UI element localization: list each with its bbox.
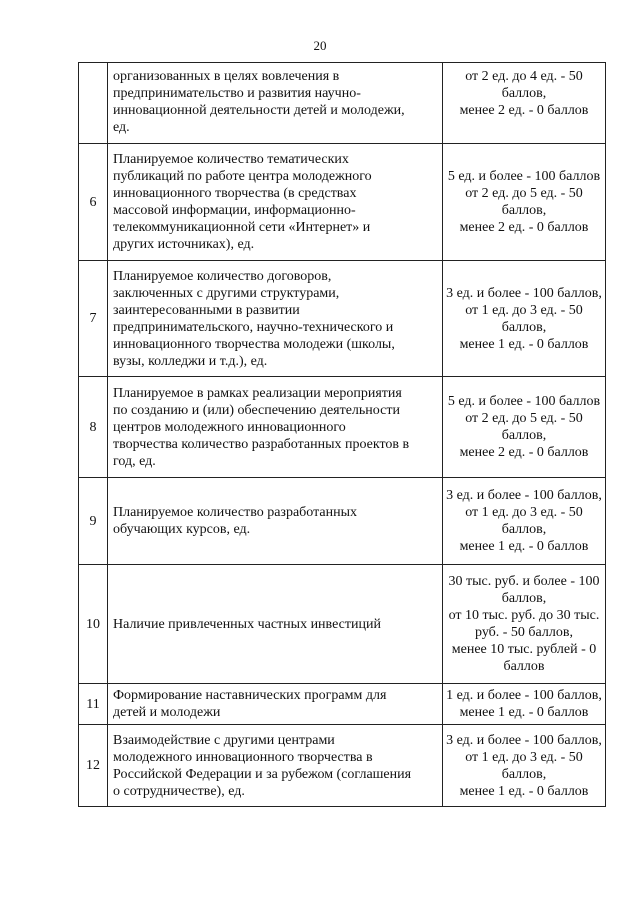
indicator-description [113, 385, 438, 470]
description-line: других источниках), ед. [113, 237, 255, 252]
score-line: баллов, [501, 203, 547, 218]
indicator-description-cell [108, 144, 443, 261]
table-row [79, 684, 606, 725]
indicator-description-cell [108, 725, 443, 807]
score-cell [443, 565, 606, 684]
description-line: предпринимательство и развития научно- [113, 86, 361, 101]
score-line: баллов, [501, 86, 547, 101]
indicator-description [113, 504, 438, 538]
description-line: Планируемое в рамках реализации мероприятия [113, 385, 402, 401]
row-number: 7 [89, 311, 97, 326]
description-line: Планируемое количество тематических [113, 152, 349, 167]
score-criteria [445, 732, 603, 800]
score-cell [443, 725, 606, 807]
indicator-description [113, 732, 438, 800]
score-line: баллов, [501, 428, 547, 443]
score-cell [443, 377, 606, 478]
indicator-description [113, 268, 438, 370]
score-line: 3 ед. и более - 100 баллов, [446, 732, 602, 748]
score-criteria [445, 168, 603, 236]
row-number: 6 [89, 194, 97, 210]
score-line: менее 2 ед. - 0 баллов [459, 445, 589, 460]
row-number-cell [79, 565, 108, 684]
indicator-description [113, 687, 438, 721]
score-line: 5 ед. и более - 100 баллов [447, 394, 601, 409]
score-line: 3 ед. и более - 100 баллов, [446, 285, 602, 301]
row-number: 8 [89, 419, 97, 435]
description-line: год, ед. [113, 453, 156, 469]
description-line: о сотрудничестве), ед. [113, 783, 245, 799]
score-line: менее 1 ед. - 0 баллов [459, 539, 589, 554]
score-line: баллов, [501, 522, 547, 537]
score-criteria [445, 487, 603, 555]
description-line: центров молодежного инновационного [113, 419, 346, 435]
indicator-description [113, 63, 438, 136]
description-line: обучающих курсов, ед. [113, 522, 251, 537]
indicator-description [113, 151, 438, 253]
score-cell [443, 144, 606, 261]
criteria-table [78, 62, 606, 807]
score-line: менее 1 ед. - 0 баллов [459, 705, 589, 720]
score-criteria [445, 285, 603, 353]
description-line: молодежного инновационного творчества в [113, 749, 373, 765]
indicator-description [113, 616, 438, 633]
score-line: менее 1 ед. - 0 баллов [459, 783, 589, 799]
indicator-description-cell [108, 478, 443, 565]
description-line: по созданию и (или) обеспечению деятельности [113, 402, 400, 418]
description-line: публикаций по работе центра молодежного [113, 169, 372, 184]
description-line: телекоммуникационной сети «Интернет» и [113, 220, 371, 235]
criteria-table-body [79, 63, 606, 807]
table-row [79, 63, 606, 144]
score-line: от 1 ед. до 3 ед. - 50 [465, 302, 583, 318]
indicator-description-cell [108, 261, 443, 377]
row-number-cell [79, 684, 108, 725]
indicator-description-cell [108, 63, 443, 144]
page-number: 20 [313, 38, 327, 53]
score-line: 30 тыс. руб. и более - 100 [448, 574, 600, 589]
score-line: от 10 тыс. руб. до 30 тыс. [448, 608, 600, 623]
description-line: ед. [113, 120, 130, 135]
description-line: Формирование наставнических программ для [113, 688, 387, 703]
score-line: от 2 ед. до 5 ед. - 50 [465, 411, 583, 426]
description-line: Планируемое количество договоров, [113, 268, 332, 284]
table-row [79, 261, 606, 377]
description-line: Планируемое количество разработанных [113, 505, 358, 520]
description-line: инновационного творчества (в средствах [113, 186, 357, 201]
score-line: баллов, [501, 319, 547, 335]
row-number-cell [79, 725, 108, 807]
score-line: менее 2 ед. - 0 баллов [459, 220, 589, 235]
score-line: 3 ед. и более - 100 баллов, [446, 488, 602, 503]
row-number-cell [79, 261, 108, 377]
indicator-description-cell [108, 565, 443, 684]
indicator-description-cell [108, 377, 443, 478]
score-line: 5 ед. и более - 100 баллов [447, 169, 601, 184]
score-criteria [445, 393, 603, 461]
score-line: от 1 ед. до 3 ед. - 50 [465, 749, 583, 765]
score-line: менее 10 тыс. рублей - 0 [451, 642, 597, 657]
score-cell [443, 478, 606, 565]
row-number-cell [79, 377, 108, 478]
score-cell [443, 63, 606, 144]
description-line: Российской Федерации и за рубежом (соглашения [113, 766, 412, 782]
description-line: Взаимодействие с другими центрами [113, 732, 335, 748]
score-line: руб. - 50 баллов, [475, 625, 573, 640]
table-row [79, 565, 606, 684]
row-number: 10 [86, 616, 100, 632]
description-line: вузы, колледжи и т.д.), ед. [113, 353, 268, 369]
score-line: менее 2 ед. - 0 баллов [459, 103, 589, 118]
score-line: баллов [503, 659, 545, 674]
description-line: заключенных с другими структурами, [113, 285, 340, 301]
description-line: массовой информации, информационно- [113, 203, 356, 218]
table-row [79, 144, 606, 261]
row-number: 9 [89, 513, 97, 529]
row-number: 12 [86, 758, 100, 773]
score-line: 1 ед. и более - 100 баллов, [446, 688, 602, 703]
score-criteria [445, 573, 603, 675]
description-line: Наличие привлеченных частных инвестиций [113, 616, 381, 632]
score-cell [443, 261, 606, 377]
score-line: от 2 ед. до 5 ед. - 50 [465, 186, 583, 201]
description-line: детей и молодежи [113, 705, 221, 720]
score-line: баллов, [501, 766, 547, 782]
row-number-cell [79, 478, 108, 565]
table-row [79, 377, 606, 478]
score-line: баллов, [501, 591, 547, 606]
score-criteria [445, 687, 603, 721]
row-number-cell [79, 144, 108, 261]
row-number-cell [79, 63, 108, 144]
score-line: от 2 ед. до 4 ед. - 50 [465, 69, 583, 84]
table-row [79, 725, 606, 807]
score-criteria [445, 63, 603, 119]
description-line: предпринимательского, научно-технического и [113, 319, 394, 335]
description-line: творчества количество разработанных проектов в [113, 436, 410, 452]
table-row [79, 478, 606, 565]
description-line: инновационной деятельности детей и молодежи, [113, 103, 405, 118]
score-line: от 1 ед. до 3 ед. - 50 [465, 505, 583, 520]
score-cell [443, 684, 606, 725]
description-line: заинтересованными в развитии [113, 302, 300, 318]
row-number: 11 [86, 696, 100, 712]
indicator-description-cell [108, 684, 443, 725]
score-line: менее 1 ед. - 0 баллов [459, 336, 589, 352]
description-line: инновационного творчества молодежи (школы, [113, 336, 395, 352]
description-line: организованных в целях вовлечения в [113, 69, 340, 84]
